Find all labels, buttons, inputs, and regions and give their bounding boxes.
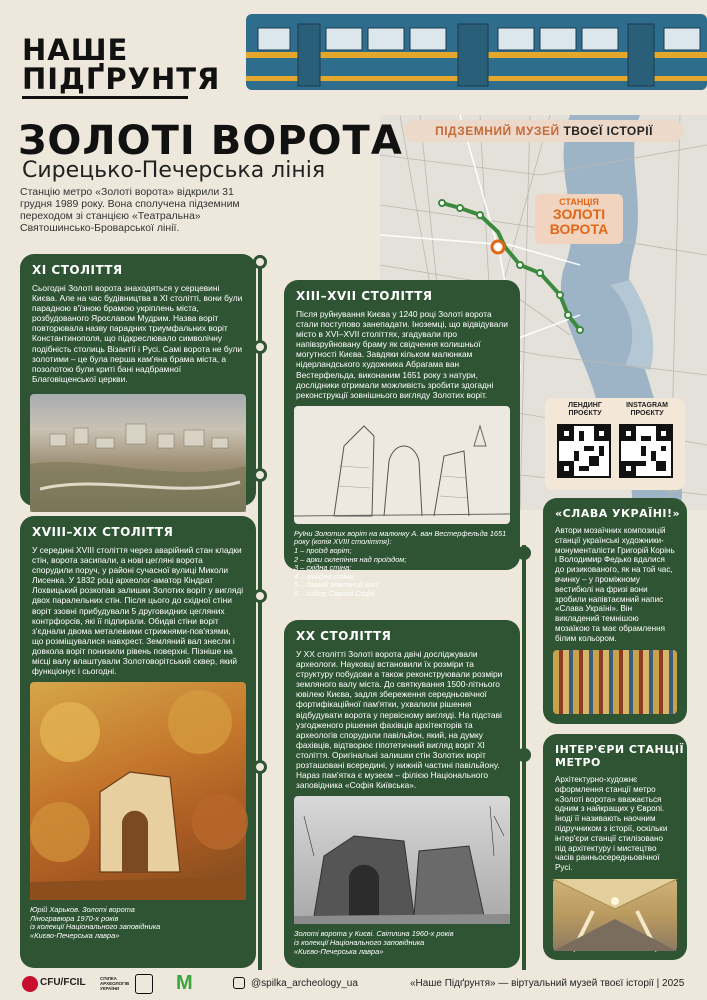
cfu-logo-icon [22,976,38,992]
caption-line: Юрій Харьков. Золоті ворота [30,905,135,915]
intro-text: Станцію метро «Золоті ворота» відкрили 31 грудня 1989 року. Вона сполучена підземним переходом зі станцією «Театральна» Святошинсько-Броварської лінії. [20,186,240,234]
section-glory-to-ukraine [543,498,687,724]
image-caption [30,906,246,940]
museum-badge [404,120,684,142]
cfu-logo-text: CFU/FCIL [40,977,86,988]
qr-label-line: INSTAGRAM [626,402,668,409]
section-text: Сьогодні Золоті ворота знаходяться у серцевині Києва. Але на час будівництва в XI столітті, вони були парадною в'їзною брамою укріплень міста, розбудованого Ярославом Мудрим. Назва воріт повторювала назву парадних триумфальних воріт Константинополя, що підкреслювало символічну подібність столиць Візантії і Русі. Самі ворота не були золотими – це була перша кам'яна брама міста, а позолотою були криті бані надбрамної Благовіщенської церкви. [32,283,243,384]
section-station-interiors [543,734,687,960]
caption-line: 4 – західна стіна; [294,571,356,581]
archaeologists-union-logo: СПІЛКА АРХЕОЛОГІВ УКРАЇНИ [100,976,130,991]
section-text: Архітектурно-художнє оформлення станції метро «Золоті ворота» вважається одним з найкращих у Європі. Іноді її називають наочним підручником з історії, оскільки інтер'єри станції стилізовано під архітектуру і мистецтво часів ранньосередньовічної Русі. [555,775,668,873]
caption-line: 2 – арки склепіння над проїздом; [294,554,407,564]
timeline-line [258,255,262,980]
golden-gate-1960s-photo [294,796,510,924]
caption-line: Ліногравюра 1970-х років [30,913,119,923]
ancient-kyiv-model-image [30,394,246,512]
museum-badge-part-2: ТВОЄЇ ІСТОРІЇ [563,124,653,138]
station-marker [492,241,504,253]
linocut-golden-gate-image [30,682,246,900]
section-xiii-xvii-century [284,280,520,598]
section-title: XI СТОЛІТТЯ [32,263,123,277]
qr-label-line: ПРОЄКТУ [630,410,664,417]
logo-line-1: НАШЕ [22,33,129,67]
qr-label-line: ПРОЄКТУ [568,410,602,417]
caption-line: Золоті ворота у Києві. Світлина 1960-х років [294,929,454,939]
section-text: Після руйнування Києва у 1240 році Золоті ворота стали поступово занепадати. Іноземці, що відвідували місто в XVI–XVII століттях, згадували про напівзруйновану браму як свідчення колишньої могутності Києва. Завдяки кільком малюнкам нідерландського художника Абрагама ван Вестерфельда, виконаним 1651 року з натури, дослідники отримали можливість зробити здогадні реконструкції зовнішнього вигляду Золотих воріт. [296,309,508,400]
caption-line: «Києво-Печерська лавра» [294,946,384,956]
caption-line: із колекції Національного заповідника [30,922,161,932]
metro-train-illustration [246,14,707,94]
section-title: «СЛАВА УКРАЇНІ!» [555,507,681,520]
section-title: XVIII–XIX СТОЛІТТЯ [32,525,174,539]
caption-line: із колекції Національного заповідника [294,937,425,947]
project-tagline: «Наше Підґрунтя» — віртуальний музей твоєї історії | 2025 [410,978,685,989]
caption-line: 6 – собор Святої Софії [294,589,375,598]
image-caption [294,930,510,956]
caption-line: Руїни Золотих воріт на малюнку А. ван Вестерфельда 1651 року (копія XVIII століття): [294,528,507,547]
instagram-qr-code[interactable] [619,424,673,478]
caption-line: «Києво-Печерська лавра» [30,931,120,940]
section-xx-century [284,620,520,968]
caption-line: 3 – східна стіна; [294,563,352,573]
section-title: ІНТЕР'ЄРИ СТАНЦІЇ МЕТРО [555,743,685,769]
qr-codes-panel [545,398,685,490]
station-label [535,194,623,244]
image-caption [294,530,510,599]
museum-badge-part-1: ПІДЗЕМНИЙ МУЗЕЙ [435,124,560,138]
landing-qr-code[interactable] [557,424,611,478]
metro-logo-icon: М [176,972,193,994]
page-title: ЗОЛОТІ ВОРОТА [18,118,403,164]
ruins-drawing-image [294,406,510,524]
logo-line-2: ПІДҐРУНТЯ [22,65,188,99]
qr-label-line: ЛЕНДИНГ [568,402,602,409]
instagram-qr-label [617,402,677,418]
footer [0,970,707,1000]
station-name-line-1: ЗОЛОТІ [552,206,606,222]
section-title: ХХ СТОЛІТТЯ [296,629,392,643]
section-text: У середині XVIII століття через аварійний стан кладки стін, ворота засипали, а нові цегляні ворота спорудили поруч, у районі сучасної вулиці Миколи Лисенка. У 1832 році археолог-аматор Кіндрат Лохвицький розкопав залишки Золотих воріт у вигляді двох паралельних стін. Після цього до східної стіни воріт ззовні прибудували 5 друговидних цегляних контрфорсів, які її підпирали. Обидві стіни воріт з'єднали двома металевими стрижнями-пов'язями, що розміщувалися навхрест. Земляний вал знесли і довкола воріт понизили рівень поверхні. Пізніше на місці валу влаштували Золотоворітський сквер, який функціонує і сьогодні. [32,545,244,677]
section-xi-century [20,254,256,506]
section-xviii-xix-century [20,516,256,968]
caption-line: 5 – давній земляний вал; [294,580,380,590]
project-logo [22,33,221,99]
station-label-small: СТАНЦІЯ [559,197,599,207]
trident-emblem-icon [135,974,153,994]
instagram-icon[interactable] [233,977,245,989]
mosaic-frieze-image [553,650,677,714]
caption-line: 1 – проїзд воріт; [294,546,352,556]
section-text: У ХХ столітті Золоті ворота двічі досліджували археологи. Науковці встановили їх розміри та структуру побудови а також реконструювали розміри земляного валу міста. До святкування 1500-літнього ювілею Києва, задля збереження середньовічної фортифікаційної пам'ятки, ухвалили рішення відбудувати ворота у первісному вигляді. На підставі узгодженого рішення фахівців архітекторів та археологів спорудили павільйон, який, на думку фахівців, відтворює гіпотетичний вигляд воріт XI століття. Оригінальні залишки стін Золотих воріт розташовані всередині, у нижній частині павільйону. Нараз пам'ятка є музеєм – філією Національного заповідника «Софія Київська». [296,649,503,791]
instagram-handle[interactable]: @spilka_archeology_ua [251,978,358,989]
page-subtitle: Сирецько-Печерська лінія [22,158,326,183]
landing-qr-label [555,402,615,418]
station-hall-photo [553,879,677,951]
section-text: Автори мозаїчних композицій станції українські художники-монументалісти Григорій Корінь і Володимир Федько вдалися до ризикованого, як на той час, вчинку – у проміжному вестибюлі на фризі вони зробили напівтаємний напис «Слава Україні». Він викладений темнішою мозаїкою та має обрамлення білим кольором. [555,526,675,643]
section-title: XIII–XVII СТОЛІТТЯ [296,289,433,303]
station-name-line-2: ВОРОТА [549,221,609,237]
